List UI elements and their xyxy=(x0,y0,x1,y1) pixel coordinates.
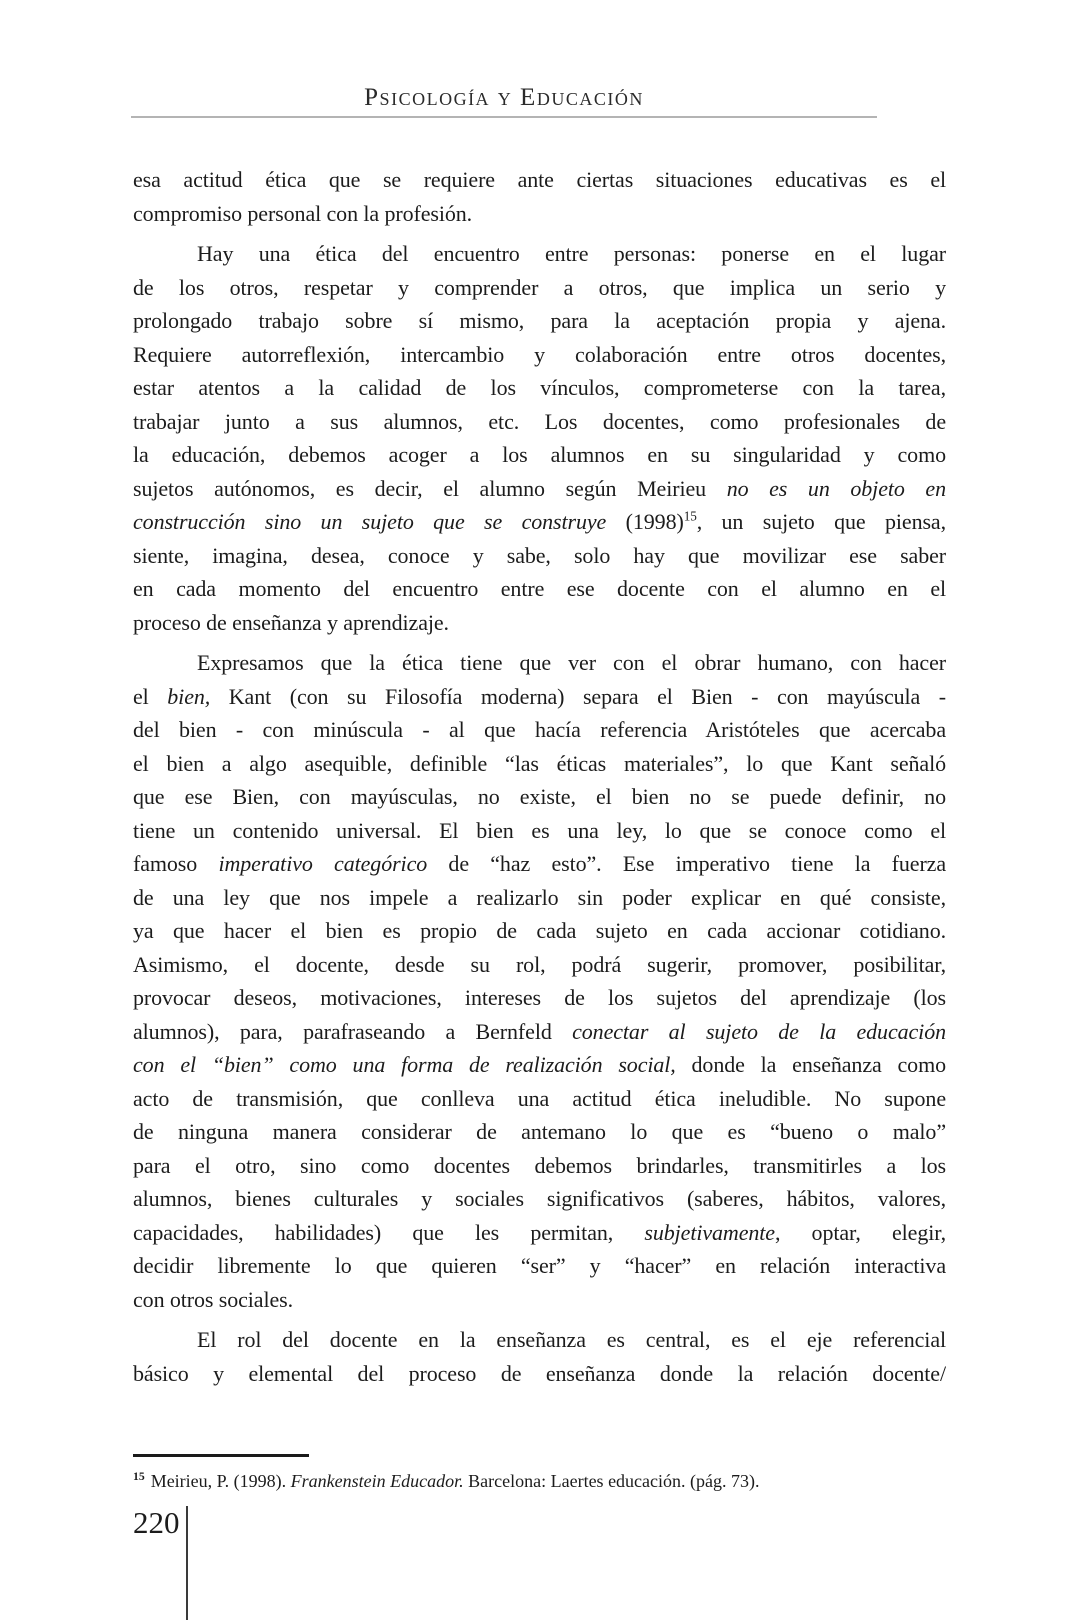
text-segment: proceso de enseñanza y aprendizaje. xyxy=(133,609,449,635)
text-line xyxy=(133,271,946,305)
text-line xyxy=(133,371,946,405)
text-segment: Requiere autorreflexión, intercambio y colaboración entre otros docentes, xyxy=(133,341,946,367)
text-segment: (1998) xyxy=(606,509,684,534)
text-segment: donde la enseñanza como xyxy=(675,1052,946,1077)
running-head-title: Psicología y Educación xyxy=(364,84,644,111)
text-line xyxy=(133,713,946,747)
text-segment: prolongado trabajo sobre sí mismo, para la aceptación propia y ajena. xyxy=(133,308,946,333)
text-line xyxy=(133,1048,946,1082)
text-segment: Asimismo, el docente, desde su rol, podrá sugerir, promover, posibilitar, xyxy=(133,951,946,977)
italic-text: construcción sino un sujeto que se construye xyxy=(133,509,607,534)
footnote-reference: 15 xyxy=(683,508,697,524)
italic-text: subjetivamente xyxy=(644,1219,775,1245)
header-rule xyxy=(131,116,877,118)
text-segment: provocar deseos, motivaciones, intereses de los sujetos del aprendizaje (los xyxy=(133,985,946,1010)
text-line xyxy=(133,405,946,439)
text-line xyxy=(133,472,946,506)
text-segment: trabajar junto a sus alumnos, etc. Los docentes, como profesionales de xyxy=(133,408,946,434)
text-segment: siente, imagina, desea, conoce y sabe, solo hay que movilizar ese saber xyxy=(133,542,946,568)
text-line xyxy=(133,847,946,881)
text-line xyxy=(133,881,946,915)
text-segment: de ninguna manera considerar de antemano lo que es “bueno o malo” xyxy=(133,1119,946,1144)
paragraph xyxy=(133,1323,946,1390)
text-segment: estar atentos a la calidad de los vínculos, comprometerse con la tarea, xyxy=(133,375,946,400)
text-line xyxy=(133,1249,946,1283)
italic-text: conectar al sujeto de la educación xyxy=(572,1018,946,1044)
text-segment: básico y elemental del proceso de enseñanza donde la relación docente/ xyxy=(133,1360,946,1386)
text-segment: tiene un contenido universal. El bien es una ley, lo que se conoce como el xyxy=(133,817,946,843)
text-segment: , un sujeto que piensa, xyxy=(696,509,946,534)
text-segment: alumnos, bienes culturales y sociales significativos (saberes, hábitos, valores, xyxy=(133,1186,946,1211)
text-segment: Meirieu, P. (1998). xyxy=(150,1471,291,1491)
text-segment: capacidades, habilidades) que les permitan, xyxy=(133,1219,645,1245)
paragraph xyxy=(133,646,946,1316)
text-line xyxy=(133,1283,946,1317)
text-line xyxy=(133,338,946,372)
text-segment: de una ley que nos impele a realizarlo sin poder explicar en qué consiste, xyxy=(133,884,946,910)
text-line xyxy=(133,780,946,814)
text-segment: famoso xyxy=(133,851,219,876)
text-segment: con otros sociales. xyxy=(133,1286,294,1312)
footnote-text xyxy=(133,1468,943,1494)
text-line xyxy=(133,914,946,948)
text-line xyxy=(133,1357,946,1391)
text-line xyxy=(133,438,946,472)
text-segment: sujetos autónomos, es decir, el alumno según Meirieu xyxy=(133,475,727,501)
text-line xyxy=(133,814,946,848)
text-line xyxy=(133,197,946,231)
text-segment: acto de transmisión, que conlleva una actitud ética ineludible. No supone xyxy=(133,1085,946,1111)
text-segment: esa actitud ética que se requiere ante ciertas situaciones educativas es el xyxy=(133,167,946,192)
page-number: 220 xyxy=(133,1505,180,1540)
text-segment: , optar, elegir, xyxy=(774,1219,946,1245)
text-segment: del bien - con minúscula - al que hacía referencia Aristóteles que acercaba xyxy=(133,717,946,742)
text-line xyxy=(133,646,946,680)
text-line xyxy=(133,1015,946,1049)
text-line xyxy=(133,1216,946,1250)
text-segment: ya que hacer el bien es propio de cada sujeto en cada accionar cotidiano. xyxy=(133,918,946,943)
text-line xyxy=(133,1182,946,1216)
text-segment: alumnos), para, parafraseando a Bernfeld xyxy=(133,1018,573,1044)
italic-text: no es un objeto en xyxy=(726,475,946,501)
text-line xyxy=(133,1115,946,1149)
text-line xyxy=(133,747,946,781)
text-line xyxy=(133,606,946,640)
text-segment: que ese Bien, con mayúsculas, no existe, el bien no se puede definir, no xyxy=(133,784,946,809)
body-text xyxy=(133,163,946,1397)
text-segment: decidir libremente lo que quieren “ser” y “hacer” en relación interactiva xyxy=(133,1253,946,1278)
text-segment: de los otros, respetar y comprender a otros, que implica un serio y xyxy=(133,274,946,300)
text-segment: Expresamos que la ética tiene que ver con el obrar humano, con hacer xyxy=(197,650,946,675)
text-segment: el xyxy=(133,683,168,709)
text-segment: El rol del docente en la enseñanza es central, es el eje referencial xyxy=(197,1327,946,1352)
paragraph xyxy=(133,163,946,230)
text-segment: de “haz esto”. Ese imperativo tiene la fuerza xyxy=(427,851,946,876)
spine-rule xyxy=(186,1506,188,1620)
paragraph xyxy=(133,237,946,639)
text-line xyxy=(133,1149,946,1183)
footnote-marker: 15 xyxy=(133,1470,145,1483)
text-line xyxy=(133,505,946,539)
text-line xyxy=(133,572,946,606)
text-line xyxy=(133,948,946,982)
text-segment: Barcelona: Laertes educación. (pág. 73). xyxy=(463,1471,760,1491)
text-segment: compromiso personal con la profesión. xyxy=(133,200,473,226)
text-segment: la educación, debemos acoger a los alumnos en su singularidad y como xyxy=(133,442,946,467)
text-line xyxy=(133,1323,946,1357)
text-segment: en cada momento del encuentro entre ese docente con el alumno en el xyxy=(133,576,946,601)
italic-text: imperativo categórico xyxy=(218,851,428,876)
text-line xyxy=(133,163,946,197)
text-line xyxy=(133,680,946,714)
text-line xyxy=(133,1082,946,1116)
italic-text: bien, xyxy=(167,683,211,709)
text-line xyxy=(133,304,946,338)
text-segment: el bien a algo asequible, definible “las éticas materiales”, lo que Kant señaló xyxy=(133,750,946,776)
text-line xyxy=(133,981,946,1015)
text-segment: Hay una ética del encuentro entre personas: ponerse en el lugar xyxy=(197,241,946,266)
italic-text: Frankenstein Educador. xyxy=(290,1471,464,1491)
text-segment: Kant (con su Filosofía moderna) separa el Bien - con mayúscula - xyxy=(210,683,946,709)
italic-text: con el “bien” como una forma de realización social, xyxy=(133,1052,676,1077)
footnote-separator xyxy=(133,1454,309,1457)
text-line xyxy=(133,237,946,271)
text-segment: para el otro, sino como docentes debemos brindarles, transmitirles a los xyxy=(133,1152,946,1178)
text-line xyxy=(133,539,946,573)
